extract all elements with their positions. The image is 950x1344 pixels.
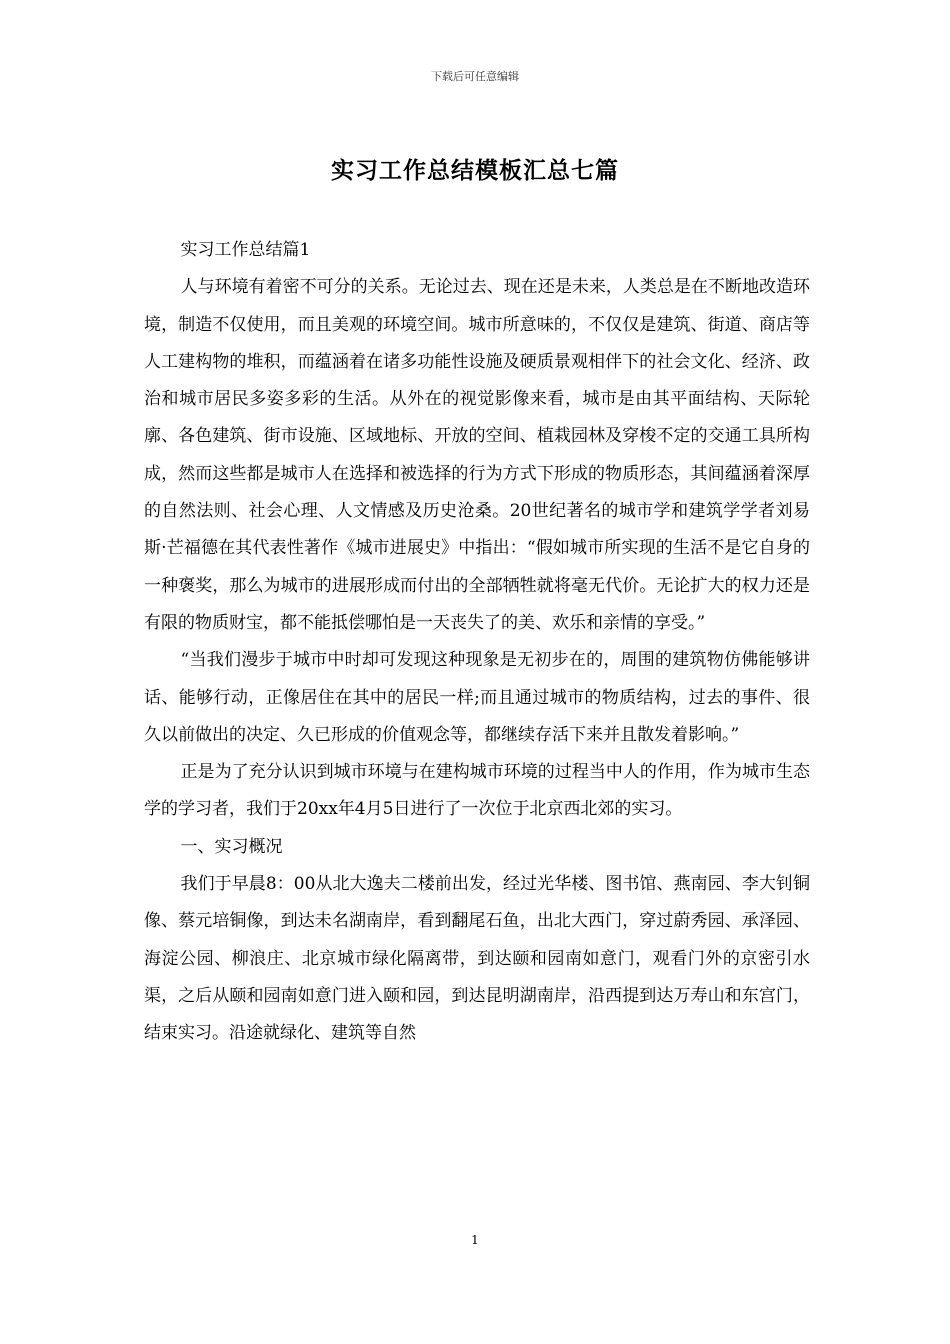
document-body — [144, 232, 810, 1053]
paragraph: 人与环境有着密不可分的关系。无论过去、现在还是未来，人类总是在不断地改造环境，制造不仅使用，而且美观的环境空间。城市所意味的，不仅仅是建筑、街道、商店等人工建构物的堆积，而蕴涵着在诸多功能性设施及硬质景观相伴下的社会文化、经济、政治和城市居民多姿多彩的生活。从外在的视觉影像来看，城市是由其平面结构、天际轮廓、各色建筑、街市设施、区域地标、开放的空间、植栽园林及穿梭不定的交通工具所构成，然而这些都是城市人在选择和被选择的行为方式下形成的物质形态，其间蕴涵着深厚的自然法则、社会心理、人文情感及历史沧桑。20世纪著名的城市学和建筑学学者刘易斯·芒福德在其代表性著作《城市进展史》中指出：“假如城市所实现的生活不是它自身的一种褒奖，那么为城市的进展形成而付出的全部牺牲就将毫无代价。无论扩大的权力还是有限的物质财宝，都不能抵偿哪怕是一天丧失了的美、欢乐和亲情的享受。” — [144, 277, 810, 633]
page-number: 1 — [471, 1233, 479, 1247]
section-heading: 实习工作总结篇1 — [180, 240, 311, 260]
paragraph: 正是为了充分认识到城市环境与在建构城市环境的过程当中人的作用，作为城市生态学的学习者，我们于20xx年4月5日进行了一次位于北京西北郊的实习。 — [144, 762, 810, 820]
header-note: 下载后可任意编辑 — [431, 70, 519, 83]
document-title: 实习工作总结模板汇总七篇 — [331, 157, 619, 184]
paragraph: 我们于早晨8：00从北大逸夫二楼前出发，经过光华楼、图书馆、燕南园、李大钊铜像、蔡元培铜像，到达未名湖南岸，看到翻尾石鱼，出北大西门，穿过蔚秀园、承泽园、海淀公园、柳浪庄、北京城市绿化隔离带，到达颐和园南如意门，观看门外的京密引水渠，之后从颐和园南如意门进入颐和园，到达昆明湖南岸，沿西提到达万寿山和东宫门，结束实习。沿途就绿化、建筑等自然 — [144, 874, 810, 1044]
section-heading: 一、实习概况 — [180, 836, 283, 857]
paragraph: “当我们漫步于城市中时却可发现这种现象是无初步在的，周围的建筑物仿佛能够讲话、能够行动，正像居住在其中的居民一样;而且通过城市的物质结构，过去的事件、很久以前做出的决定、久已形成的价值观念等，都继续存活下来并且散发着影响。” — [144, 650, 810, 745]
